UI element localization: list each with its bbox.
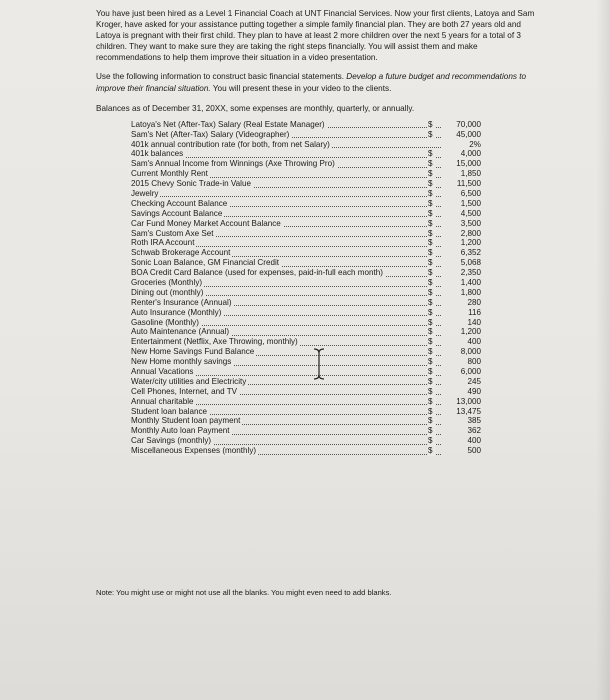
balance-amount: 45,000 <box>456 129 481 139</box>
balance-amount: 11,500 <box>456 179 481 189</box>
dollar-sign: $ <box>428 238 436 248</box>
balance-row <box>131 446 481 456</box>
balance-amount: 500 <box>467 446 481 456</box>
balance-amount: 8,000 <box>460 347 481 357</box>
balance-amount: 2,350 <box>460 268 481 278</box>
dollar-sign: $ <box>428 258 436 268</box>
balance-label: Current Monthly Rent <box>131 169 208 179</box>
balance-amount: 3,500 <box>460 218 481 228</box>
assignment-sheet <box>96 8 541 456</box>
balance-label: Monthly Auto loan Payment <box>131 426 230 436</box>
dollar-sign: $ <box>428 209 436 219</box>
balance-row <box>131 229 481 239</box>
dollar-sign: $ <box>428 199 436 209</box>
dollar-sign: $ <box>428 407 436 417</box>
balance-amount: 6,000 <box>460 367 481 377</box>
balance-row <box>131 169 481 179</box>
balance-amount: 385 <box>467 416 481 426</box>
instructions-paragraph <box>96 71 541 93</box>
balance-amount: 13,000 <box>456 396 481 406</box>
balance-row <box>131 397 481 407</box>
instructions-lead: Use the following information to construct basic financial statements. <box>96 72 347 82</box>
footer-note: Note: You might use or might not use all the blanks. You might even need to add blanks. <box>96 588 392 597</box>
balance-row <box>131 209 481 219</box>
balance-row <box>131 387 481 397</box>
balance-row <box>131 337 481 347</box>
balance-label: Miscellaneous Expenses (monthly) <box>131 446 257 456</box>
balance-row <box>131 149 481 159</box>
balances-heading: Balances as of December 31, 20XX, some expenses are monthly, quarterly, or annually. <box>96 103 415 113</box>
balance-row <box>131 288 481 298</box>
balance-amount: 490 <box>467 386 481 396</box>
balance-label: Monthly Student loan payment <box>131 416 241 426</box>
balance-label: BOA Credit Card Balance (used for expenses, paid-in-full each month) <box>131 268 383 278</box>
balance-amount: 400 <box>467 337 481 347</box>
balance-amount: 1,850 <box>460 169 481 179</box>
dollar-sign: $ <box>428 367 436 377</box>
balance-amount: 6,352 <box>460 248 481 258</box>
balance-amount: 4,500 <box>460 208 481 218</box>
balance-row <box>131 327 481 337</box>
balance-row <box>131 278 481 288</box>
balance-row <box>131 268 481 278</box>
balance-row <box>131 238 481 248</box>
balance-label: Car Savings (monthly) <box>131 436 212 446</box>
balance-amount: 6,500 <box>460 188 481 198</box>
balance-label: Sam's Net (After-Tax) Salary (Videographer) <box>131 129 290 139</box>
balance-amount: 1,800 <box>460 287 481 297</box>
balance-label: New Home Savings Fund Balance <box>131 347 255 357</box>
balance-label: Entertainment (Netflix, Axe Throwing, monthly) <box>131 337 298 347</box>
dollar-sign: $ <box>428 327 436 337</box>
dollar-sign: $ <box>428 189 436 199</box>
balance-amount: 13,475 <box>456 406 481 416</box>
balance-amount: 1,500 <box>460 198 481 208</box>
balance-label: Auto Maintenance (Annual) <box>131 327 230 337</box>
balance-row <box>131 140 481 150</box>
balance-row <box>131 179 481 189</box>
balance-row <box>131 407 481 417</box>
balance-amount: 362 <box>467 426 481 436</box>
balance-row <box>131 426 481 436</box>
balance-row <box>131 436 481 446</box>
balance-amount: 245 <box>467 376 481 386</box>
dollar-sign: $ <box>428 229 436 239</box>
balance-amount: 2% <box>469 139 481 149</box>
dot-leader <box>131 189 441 198</box>
balance-row <box>131 120 481 130</box>
text-cursor-icon <box>312 347 326 381</box>
balance-label: Gasoline (Monthly) <box>131 317 199 327</box>
balance-amount: 1,400 <box>460 278 481 287</box>
dollar-sign: $ <box>428 159 436 169</box>
balance-amount: 140 <box>467 317 481 327</box>
balance-row <box>131 189 481 199</box>
balance-row <box>131 416 481 426</box>
balance-row <box>131 347 481 357</box>
dollar-sign: $ <box>428 278 436 288</box>
balance-label: Sam's Annual Income from Winnings (Axe Throwing Pro) <box>131 159 335 169</box>
dollar-sign: $ <box>428 337 436 347</box>
balance-row <box>131 130 481 140</box>
balance-amount: 2,800 <box>460 228 481 238</box>
instructions-tail: You will present these in your video to the clients. <box>210 83 392 93</box>
balance-amount: 280 <box>467 297 481 307</box>
balance-label: Checking Account Balance <box>131 198 228 208</box>
balance-label: 2015 Chevy Sonic Trade-in Value <box>131 179 251 189</box>
balance-label: Roth IRA Account <box>131 238 195 248</box>
dollar-sign: $ <box>428 120 436 130</box>
dollar-sign: $ <box>428 130 436 140</box>
dollar-sign: $ <box>428 288 436 298</box>
dollar-sign: $ <box>428 436 436 446</box>
dollar-sign: $ <box>428 268 436 278</box>
balance-amount: 116 <box>468 307 481 317</box>
dollar-sign: $ <box>428 357 436 367</box>
balance-label: Annual Vacations <box>131 367 194 377</box>
dollar-sign: $ <box>428 318 436 328</box>
balance-amount: 70,000 <box>456 119 481 129</box>
balance-label: Jewelry <box>131 188 159 198</box>
balance-label: Car Fund Money Market Account Balance <box>131 218 281 228</box>
balances-list <box>131 120 481 456</box>
balance-amount: 400 <box>467 436 481 446</box>
dollar-sign: $ <box>428 219 436 229</box>
dollar-sign: $ <box>428 298 436 308</box>
dollar-sign: $ <box>428 308 436 318</box>
balance-amount: 1,200 <box>460 327 481 337</box>
balance-row <box>131 258 481 268</box>
balance-amount: 1,200 <box>460 238 481 248</box>
balance-label: Sam's Custom Axe Set <box>131 228 214 238</box>
intro-paragraph: You have just been hired as a Level 1 Financial Coach at UNT Financial Services. Now your first clients, Latoya and Sam Kroger, have asked for your assistance putting together a simple family financial plan. They are both 27 years old and Latoya is pregnant with their first child. They plan to have at least 2 more children over the next 5 years for a total of 3 children. They want to make sure they are taking the right steps financially. You will assist them and make recommendations to help them improve their situation in a video presentation. <box>96 9 535 63</box>
balance-label: New Home monthly savings <box>131 357 232 367</box>
dollar-sign: $ <box>428 387 436 397</box>
balance-row <box>131 248 481 258</box>
balance-label: Cell Phones, Internet, and TV <box>131 386 238 396</box>
dollar-sign: $ <box>428 248 436 258</box>
page-shadow <box>596 0 610 700</box>
balance-label: Renter's Insurance (Annual) <box>131 297 232 307</box>
dollar-sign: $ <box>428 416 436 426</box>
balance-row <box>131 357 481 367</box>
balance-label: Sonic Loan Balance, GM Financial Credit <box>131 258 280 268</box>
balance-amount: 15,000 <box>456 159 481 169</box>
instructions-emphasis: Develop a future budget and recommendations to improve their financial situation. <box>96 72 527 93</box>
dollar-sign: $ <box>428 169 436 179</box>
balance-amount: 800 <box>467 357 481 367</box>
balance-row <box>131 159 481 169</box>
balance-label: Schwab Brokerage Account <box>131 248 231 258</box>
balance-row <box>131 377 481 387</box>
dollar-sign: $ <box>428 347 436 357</box>
balance-label: Groceries (Monthly) <box>131 278 203 287</box>
balance-label: Savings Account Balance <box>131 208 223 218</box>
balance-amount: 4,000 <box>460 149 481 159</box>
balance-row <box>131 308 481 318</box>
balance-label: Annual charitable <box>131 396 194 406</box>
dollar-sign: $ <box>428 446 436 456</box>
dollar-sign: $ <box>428 377 436 387</box>
balance-row <box>131 318 481 328</box>
dollar-sign: $ <box>428 426 436 436</box>
balance-label: 401k annual contribution rate (for both, from net Salary) <box>131 139 330 149</box>
dollar-sign: $ <box>428 179 436 189</box>
balance-row <box>131 367 481 377</box>
balance-amount: 5,068 <box>460 258 481 268</box>
balance-label: Auto Insurance (Monthly) <box>131 307 222 317</box>
balance-label: Dining out (monthly) <box>131 287 204 297</box>
balance-label: 401k balances <box>131 149 184 159</box>
dollar-sign: $ <box>428 149 436 159</box>
dollar-sign: $ <box>428 397 436 407</box>
balance-label: Student loan balance <box>131 406 208 416</box>
balance-label: Water/city utilities and Electricity <box>131 376 247 386</box>
balance-row <box>131 199 481 209</box>
balance-label: Latoya's Net (After-Tax) Salary (Real Estate Manager) <box>131 119 325 129</box>
balance-row <box>131 219 481 229</box>
balance-row <box>131 298 481 308</box>
